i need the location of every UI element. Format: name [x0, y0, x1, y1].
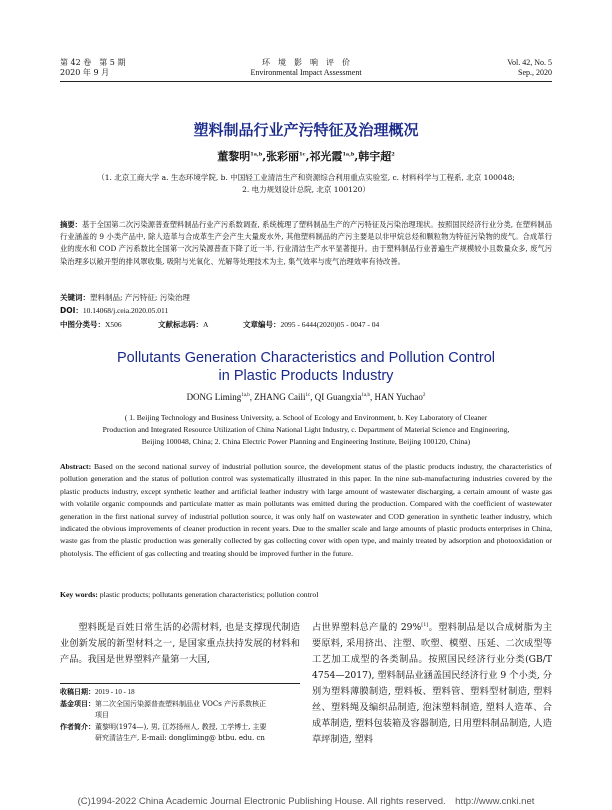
abstract-en [60, 461, 552, 560]
header-left-line1: 第 42 卷 第 5 期 [60, 58, 126, 67]
affiliation-en-line3: Beijing 100048, China; 2. China Electric Power Planning and Engineering Institute, Beijing 100120, China) [141, 437, 471, 446]
affiliation-en-line1: ( 1. Beijing Technology and Business University, a. School of Ecology and Environment, b. Key Laboratory of Cleaner [124, 413, 488, 422]
author-en-2: ZHANG Caili$^{1c}$ [254, 392, 311, 402]
abstract-cn-label: 摘要： [60, 220, 82, 229]
footnote-fund: 基金项目： 第二次全国污染源普查塑料制品业 VOCs 产污系数核正 项目 [60, 699, 267, 719]
doi: DOI：10.14068/j.ceia.2020.05.011 [60, 306, 169, 315]
author-cn-3: 祁光霞$^{1a,b}$ [309, 150, 355, 163]
author-en-3: QI Guangxia$^{1a,b}$ [314, 392, 371, 402]
header-center-line1: 环 境 影 响 评 价 [262, 58, 350, 67]
body-right-paragraph: 占世界塑料总产量的 29%[1]。塑料制品是以合成树脂为主要原料, 采用挤出、注塑、吹塑、模塑、压延、二次成型等工艺加工成型的各类制品。按照国民经济行业分类(GB/T 4754—2017), 塑料制品业涵盖国民经济行业 9 个小类, 分别为塑料薄膜制造, 塑料板、塑料管、塑料型材制造, 塑料丝、塑料绳及编织品制造, 泡沫塑料制造, 塑料人造革、合成革制造, 塑料包装箱及容器制造, 日用塑料制品制造, 人造草坪制造, 塑料 [312, 621, 553, 745]
header-center-line2: Environmental Impact Assessment [250, 68, 362, 77]
citation-1: [1] [421, 621, 429, 628]
author-cn-2: 张彩丽$^{1c}$ [266, 150, 306, 163]
authors-en: DONG Liming$^{1a,b}$, ZHANG Caili$^{1c}$, QI Guangxia$^{1a,b}$, HAN Yuchao$^2$ [186, 392, 426, 402]
footnote-received: 收稿日期：2019 - 10 - 18 [60, 688, 135, 696]
footnote-author: 作者简介： 董黎明(1974—), 男, 江苏扬州人, 教授, 工学博士, 主要 研究清洁生产, E-mail: dongliming@ btbu. edu. cn [60, 722, 267, 742]
header-rule [60, 81, 552, 82]
affiliation-en-line2: Production and Integrated Resource Utilization of China National Light Industry, c. Department of Material Science and Engineering, [102, 425, 510, 434]
author-en-1: DONG Liming$^{1a,b}$ [186, 392, 250, 402]
abstract-cn [60, 219, 552, 268]
author-en-4: HAN Yuchao$^2$ [374, 392, 426, 402]
abstract-en-text: Based on the second national survey of industrial pollution source, the development status of the plastic products industry, the characteristics of pollution generation and the status of pollution control was systematically illustrated in this paper. In the nine sub-manufacturing industries covered by the plastic products industry, except synthetic leather and artificial leather industry with large amount of wastewater discharging, a certain amount of waste gas with volatile organic compounds and particulate matter as main pollutants was emitted during the production. Compared with the coefficient of wastewater generation in the first national survey of industrial pollution source, it was only half on wastewater and COD generation in synthetic leather industry, which indicated the obvious improvements of cleaner production in recent years. Due to the smaller scale and large amounts of plastic products enterprises in China, waste gas from the plastic production was generally collected by gas collecting cover with open type, and mainly treated by adsorption and photooxidation or photolysis. The efficient of gas collecting and treating should be improved further in the future. [60, 462, 552, 558]
header-right-line1: Vol. 42, No. 5 [507, 58, 552, 67]
author-cn-1: 董黎明$^{1a,b}$ [217, 150, 263, 163]
title-en [60, 349, 552, 385]
keywords-en: Key words: plastic products; pollutants generation characteristics; pollution control [60, 590, 319, 599]
footnotes [60, 687, 300, 745]
affiliation-cn [60, 172, 552, 196]
classification-row: 中图分类号：X506 [60, 320, 122, 329]
title-en-line2: in Plastic Products Industry [218, 368, 394, 384]
header-left-line2: 2020 年 9 月 [60, 68, 110, 77]
title-en-line1: Pollutants Generation Characteristics and Pollution Control [116, 350, 495, 366]
document-code: 文献标志码：A [158, 320, 209, 329]
abstract-cn-text: 基于全国第二次污染源普查塑料制品行业产污系数调查, 系统梳理了塑料制品生产的产污特征及污染治理现状。按照国民经济行业分类, 在塑料制品行业涵盖的 9 小类产品中, 除人造革与合成革生产会产生大量废水外, 其他塑料制品的产污主要是以非甲烷总烃和颗粒物为特征污染物的废气。合成革行业的废水和 COD 产污系数比全国第一次污染源普查下降了近一半, 行业清洁生产水平显著提升。由于塑料制品行业普遍生产规模较小且数量众多, 废气污染治理多以敞开型的排风罩收集, 吸附与光氧化、光解等处理技术为主, 集气效率与废气治理效率有待改善。 [60, 220, 553, 266]
affiliation-en [60, 412, 552, 448]
journal-volume-en [507, 58, 552, 78]
header-right-line2: Sep., 2020 [518, 68, 552, 77]
body-left-paragraph: 塑料既是百姓日常生活的必需材料, 也是支撑现代制造业创新发展的新型材料之一, 是国家重点扶持发展的材料和产品。我国是世界塑料产量第一大国, [60, 622, 300, 665]
footnote-rule [60, 683, 300, 684]
author-cn-4: 韩宇超$^2$ [358, 150, 395, 163]
affiliation-cn-line2: 2. 电力规划设计总院, 北京 100120） [242, 185, 370, 194]
affiliation-cn-line1: （1. 北京工商大学 a. 生态环境学院, b. 中国轻工业清洁生产和资源综合利用重点实验室, c. 材料科学与工程系, 北京 100048; [97, 173, 515, 182]
article-number: 文章编号：2095 - 6444(2020)05 - 0047 - 04 [243, 320, 380, 329]
journal-name [206, 58, 406, 78]
keywords-cn: 关键词：塑料制品; 产污特征; 污染治理 [60, 293, 190, 302]
journal-volume-issue [60, 58, 125, 78]
abstract-en-label: Abstract: [60, 462, 92, 471]
title-cn: 塑料制品行业产污特征及治理概况 [193, 121, 419, 139]
authors-cn: 董黎明$^{1a,b}$,张彩丽$^{1c}$,祁光霞$^{1a,b}$,韩宇超$^2$ [217, 150, 395, 163]
cnki-copyright-watermark: (C)1994-2022 China Academic Journal Electronic Publishing House. All rights reserved. http://www.cnki.net [77, 796, 535, 807]
